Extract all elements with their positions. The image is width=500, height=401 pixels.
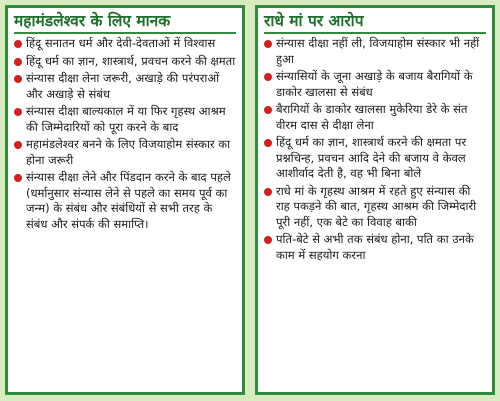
list-item xyxy=(264,135,486,182)
standards-title-text: महामंडलेश्वर के लिए मानक xyxy=(14,12,171,30)
standards-list xyxy=(14,36,236,232)
list-item xyxy=(14,71,236,102)
list-item xyxy=(264,36,486,67)
title-underline xyxy=(14,32,236,34)
bullet-icon xyxy=(14,141,22,149)
list-item xyxy=(14,137,236,168)
list-item xyxy=(14,54,236,70)
item-text: हिंदू धर्म का ज्ञान, शास्त्रार्थ, प्रवचन करने की क्षमता xyxy=(26,53,236,68)
bullet-icon xyxy=(14,58,22,66)
bullet-icon xyxy=(264,188,272,196)
item-text: संन्यास दीक्षा लेना जरूरी, अखाड़े की परंपराओं और अखाड़े से संबंध xyxy=(26,71,220,101)
bullet-icon xyxy=(14,108,22,116)
item-text: संन्यास दीक्षा लेने और पिंडदान करने के बाद पहले (धर्मानुसार संन्यास लेने से पहले का समय पूर्व का जन्म) के संबंध और संबंधियों से सभी तरह के संबंध और संपर्क की समाप्ति। xyxy=(26,170,231,231)
list-item xyxy=(14,36,236,52)
bullet-icon xyxy=(264,236,272,244)
list-item xyxy=(14,104,236,135)
item-text: संन्यासियों के जूना अखाड़े के बजाय बैरागियों के डाकोर खालसा से संबंध xyxy=(276,69,473,99)
item-text: हिंदू धर्म का ज्ञान, शास्त्रार्थ करने की क्षमता पर प्रश्नचिन्ह, प्रवचन आदि देने की बजाय वे केवल आशीर्वाद देती है, वह भी बिना बोले xyxy=(276,135,467,180)
item-text: संन्यास दीक्षा नहीं ली, विजयाहोम संस्कार भी नहीं हुआ xyxy=(276,36,480,66)
allegations-list xyxy=(264,36,486,263)
bullet-icon xyxy=(264,139,272,147)
bullet-icon xyxy=(14,40,22,48)
bullet-icon xyxy=(264,40,272,48)
title-underline xyxy=(264,32,486,34)
bullet-icon xyxy=(14,174,22,182)
allegations-title-text: राधे मां पर आरोप xyxy=(264,12,364,30)
item-text: महामंडलेश्वर बनने के लिए विजयाहोम संस्कार का होना जरूरी xyxy=(26,137,231,167)
item-text: संन्यास दीक्षा बाल्यकाल में या फिर गृहस्थ आश्रम की जिम्मेदारियों को पूरा करने के बाद xyxy=(26,104,226,134)
standards-title xyxy=(14,12,236,34)
bullet-icon xyxy=(14,75,22,83)
list-item xyxy=(264,184,486,231)
list-item xyxy=(14,170,236,232)
item-text: राधे मां के गृहस्थ आश्रम में रहते हुए संन्यास की राह पकड़ने की बात, गृहस्थ आश्रम की जिम्मेदारी पूरी नहीं, एक बेटे का विवाह बाकी xyxy=(276,183,477,229)
list-item xyxy=(264,232,486,263)
bullet-icon xyxy=(264,73,272,81)
allegations-title xyxy=(264,12,486,34)
item-text: पति-बेटे से अभी तक संबंध होना, पति का उनके काम में सहयोग करना xyxy=(276,232,474,262)
list-item xyxy=(264,102,486,133)
item-text: हिंदू सनातन धर्म और देवी-देवताओं में विश्वास xyxy=(26,36,216,50)
list-item xyxy=(264,69,486,100)
item-text: बैरागियों के डाकोर खालसा मुकेरिया डेरे के संत वीरम दास से दीक्षा लेना xyxy=(276,102,468,132)
standards-box xyxy=(5,5,245,395)
bullet-icon xyxy=(264,106,272,114)
allegations-box xyxy=(255,5,495,395)
